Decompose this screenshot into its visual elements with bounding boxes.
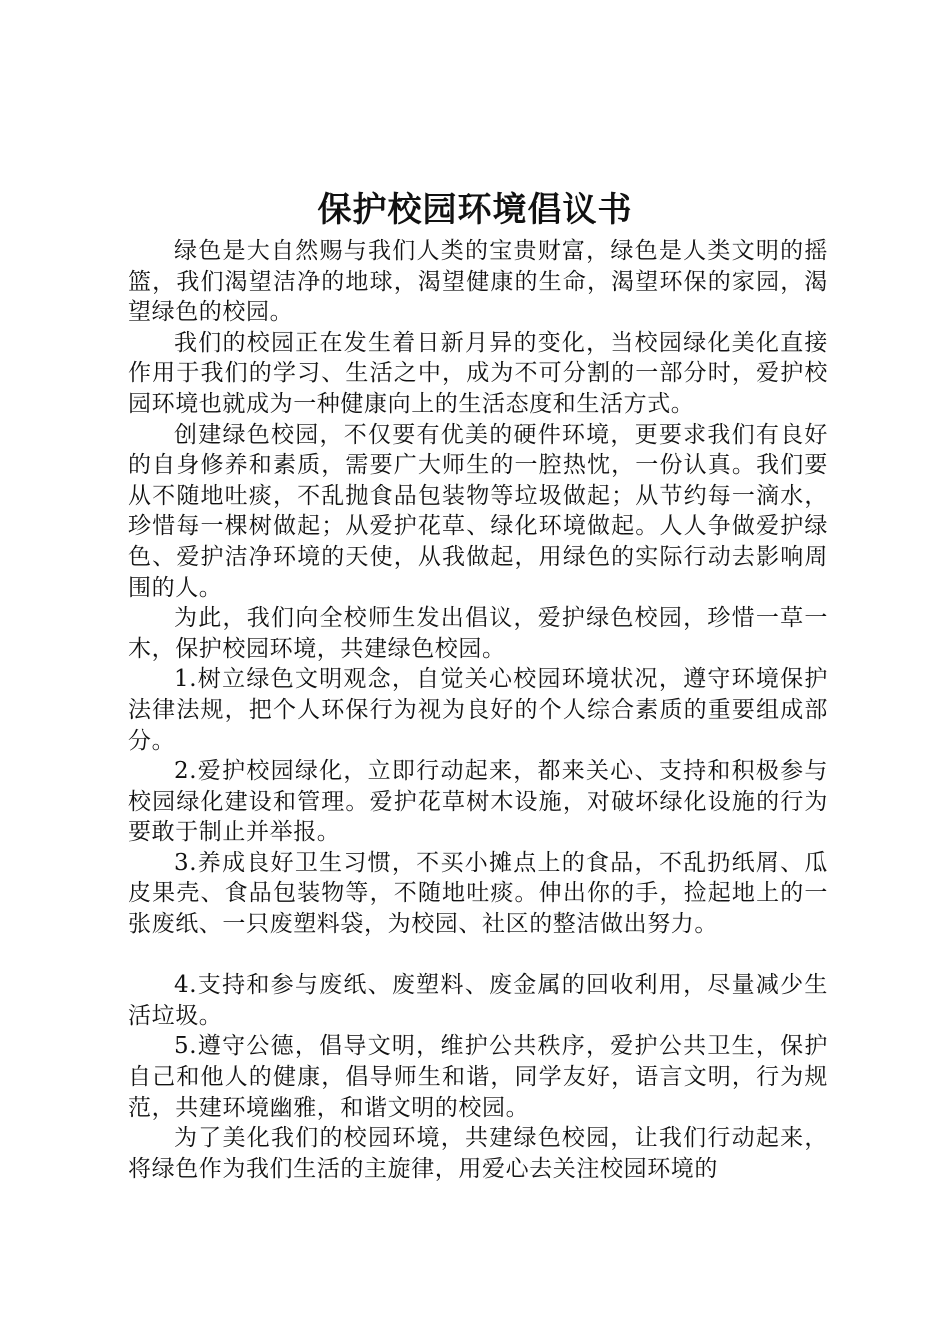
paragraph-closing: 为了美化我们的校园环境，共建绿色校园，让我们行动起来，将绿色作为我们生活的主旋律，用爱心去关注校园环境的 (128, 1125, 828, 1182)
paragraph-proposal: 为此，我们向全校师生发出倡议，爱护绿色校园，珍惜一草一木，保护校园环境，共建绿色校园。 (128, 605, 828, 662)
list-item-3: 3.养成良好卫生习惯，不买小摊点上的食品，不乱扔纸屑、瓜皮果壳、食品包装物等，不随地吐痰。伸出你的手，捡起地上的一张废纸、一只废塑料袋，为校园、社区的整洁做出努力。 (128, 849, 828, 938)
paragraph-campus-change: 我们的校园正在发生着日新月异的变化，当校园绿化美化直接作用于我们的学习、生活之中，成为不可分割的一部分时，爱护校园环境也就成为一种健康向上的生活态度和生活方式。 (128, 329, 828, 417)
document-body (128, 236, 828, 1184)
list-item-1: 1.树立绿色文明观念，自觉关心校园环境状况，遵守环境保护法律法规，把个人环保行为视为良好的个人综合素质的重要组成部分。 (128, 666, 828, 754)
list-item-5: 5.遵守公德，倡导文明，维护公共秩序，爱护公共卫生，保护自己和他人的健康，倡导师生和谐，同学友好，语言文明，行为规范，共建环境幽雅，和谐文明的校园。 (128, 1033, 828, 1121)
blank-line (128, 940, 828, 971)
list-item-2: 2.爱护校园绿化，立即行动起来，都来关心、支持和积极参与校园绿化建设和管理。爱护花草树木设施，对破坏绿化设施的行为要敢于制止并举报。 (128, 758, 828, 846)
list-item-4: 4.支持和参与废纸、废塑料、废金属的回收利用，尽量减少生活垃圾。 (128, 972, 828, 1029)
paragraph-green-campus: 创建绿色校园，不仅要有优美的硬件环境，更要求我们有良好的自身修养和素质，需要广大师生的一腔热忱，一份认真。我们要从不随地吐痰，不乱抛食品包装物等垃圾做起；从节约每一滴水，珍惜每一棵树做起；从爱护花草、绿化环境做起。人人争做爱护绿色、爱护洁净环境的天使，从我做起，用绿色的实际行动去影响周围的人。 (128, 421, 828, 601)
document-title: 保护校园环境倡议书 (317, 190, 633, 230)
paragraph-intro: 绿色是大自然赐与我们人类的宝贵财富，绿色是人类文明的摇篮，我们渴望洁净的地球，渴望健康的生命，渴望环保的家园，渴望绿色的校园。 (128, 238, 828, 326)
